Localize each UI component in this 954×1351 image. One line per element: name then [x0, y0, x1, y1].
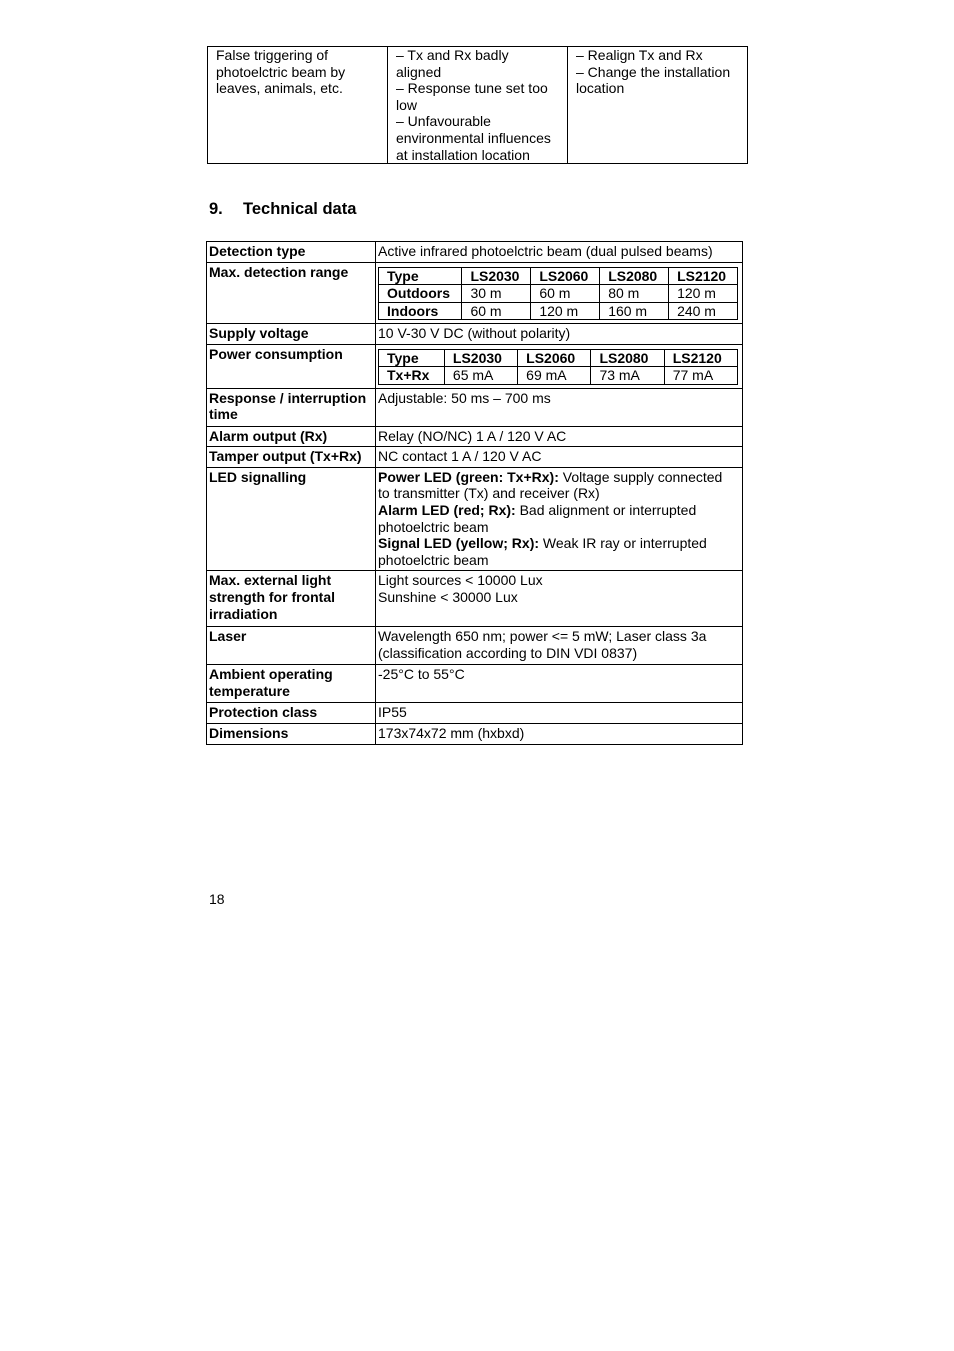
table-row	[207, 571, 743, 627]
cause-line: aligned	[396, 63, 442, 80]
subtable-cell: LS2120	[669, 267, 738, 285]
spec-label: Detection type	[207, 242, 376, 263]
remedy-line: location	[576, 80, 625, 97]
led-signal-line	[378, 535, 740, 552]
power-subtable	[378, 349, 738, 385]
subtable-cell: 77 mA	[664, 367, 737, 385]
led-power-line-2: to transmitter (Tx) and receiver (Rx)	[378, 485, 600, 502]
table-row	[207, 627, 743, 665]
led-signal-text: Weak IR ray or interrupted	[539, 535, 707, 552]
cause-line: low	[396, 96, 418, 113]
spec-value	[376, 344, 743, 388]
led-power-title: Power LED (green: Tx+Rx):	[378, 468, 559, 485]
subtable-cell: Outdoors	[379, 285, 462, 303]
label-line: Response / interruption	[209, 389, 367, 406]
subtable-cell: LS2080	[600, 267, 669, 285]
section-title: Technical data	[243, 200, 357, 218]
led-signal-line-2: photoelctric beam	[378, 551, 489, 568]
led-alarm-line	[378, 502, 740, 519]
spec-label	[207, 571, 376, 627]
led-alarm-text: Bad alignment or interrupted	[515, 502, 697, 519]
cause-line: – Unfavourable	[396, 113, 491, 130]
subtable-row	[379, 285, 738, 303]
subtable-cell: Indoors	[379, 302, 462, 320]
subtable-cell: Type	[379, 267, 462, 285]
subtable-cell: Tx+Rx	[379, 367, 445, 385]
troubleshooting-table	[207, 46, 748, 164]
spec-label: LED signalling	[207, 467, 376, 571]
label-line: Max. external light	[209, 572, 332, 589]
spec-value: -25°C to 55°C	[376, 665, 743, 703]
remedy-cell	[568, 47, 748, 164]
table-row	[207, 703, 743, 724]
table-row	[207, 665, 743, 703]
table-row	[207, 426, 743, 447]
led-power-line	[378, 469, 740, 486]
subtable-cell: 69 mA	[518, 367, 591, 385]
spec-value	[376, 467, 743, 571]
spec-label: Power consumption	[207, 344, 376, 388]
label-line: temperature	[209, 683, 290, 700]
range-subtable	[378, 267, 738, 321]
subtable-cell: 60 m	[531, 285, 600, 303]
subtable-cell: LS2120	[664, 349, 737, 367]
page-number: 18	[209, 891, 225, 907]
spec-value: Active infrared photoelctric beam (dual pulsed beams)	[376, 242, 743, 263]
spec-value: IP55	[376, 703, 743, 724]
spec-label: Laser	[207, 627, 376, 665]
subtable-row	[379, 267, 738, 285]
problem-line: False triggering of	[216, 47, 329, 63]
spec-label: Supply voltage	[207, 324, 376, 345]
problem-line: photoelctric beam by	[216, 63, 346, 80]
value-line: Wavelength 650 nm; power <= 5 mW; Laser class 3a	[378, 628, 707, 645]
table-row	[207, 467, 743, 571]
spec-value: NC contact 1 A / 120 V AC	[376, 447, 743, 468]
subtable-cell: Type	[379, 349, 445, 367]
cause-line: – Response tune set too	[396, 80, 548, 97]
table-row	[207, 447, 743, 468]
cause-line: – Tx and Rx badly	[396, 47, 509, 63]
spec-label	[207, 388, 376, 426]
cause-cell	[388, 47, 568, 164]
label-line: strength for frontal	[209, 589, 335, 606]
technical-data-table	[206, 241, 743, 745]
subtable-row	[379, 302, 738, 320]
spec-value: Adjustable: 50 ms – 700 ms	[376, 388, 743, 426]
table-row	[208, 47, 748, 164]
spec-label	[207, 665, 376, 703]
subtable-cell: LS2030	[444, 349, 517, 367]
spec-value: 10 V-30 V DC (without polarity)	[376, 324, 743, 345]
subtable-cell: 30 m	[462, 285, 531, 303]
spec-value	[376, 262, 743, 324]
table-row	[207, 262, 743, 324]
spec-value	[376, 627, 743, 665]
spec-value	[376, 571, 743, 627]
subtable-cell: 120 m	[669, 285, 738, 303]
led-power-text: Voltage supply connected	[558, 468, 723, 485]
led-alarm-line-2: photoelctric beam	[378, 518, 489, 535]
subtable-cell: 80 m	[600, 285, 669, 303]
spec-label: Protection class	[207, 703, 376, 724]
subtable-cell: 73 mA	[591, 367, 664, 385]
label-line: time	[209, 406, 238, 423]
spec-label: Dimensions	[207, 724, 376, 745]
subtable-cell: LS2060	[518, 349, 591, 367]
section-number: 9.	[209, 200, 223, 218]
subtable-cell: 160 m	[600, 302, 669, 320]
value-line: Sunshine < 30000 Lux	[378, 589, 518, 606]
subtable-cell: 240 m	[669, 302, 738, 320]
value-line: Light sources < 10000 Lux	[378, 572, 543, 589]
value-line: (classification according to DIN VDI 0837)	[378, 645, 638, 662]
table-row	[207, 344, 743, 388]
led-alarm-title: Alarm LED (red; Rx):	[378, 502, 516, 519]
subtable-cell: LS2060	[531, 267, 600, 285]
cause-line: environmental influences	[396, 129, 551, 146]
subtable-cell: LS2030	[462, 267, 531, 285]
subtable-row	[379, 349, 738, 367]
problem-cell	[208, 47, 388, 164]
table-row	[207, 324, 743, 345]
section-heading	[209, 199, 356, 219]
table-row	[207, 724, 743, 745]
label-line: irradiation	[209, 605, 278, 622]
spec-label: Tamper output (Tx+Rx)	[207, 447, 376, 468]
remedy-line: – Change the installation	[576, 63, 731, 80]
spec-value: 173x74x72 mm (hxbxd)	[376, 724, 743, 745]
remedy-line: – Realign Tx and Rx	[576, 47, 703, 63]
subtable-cell: LS2080	[591, 349, 664, 367]
subtable-cell: 60 m	[462, 302, 531, 320]
cause-line: at installation location	[396, 146, 530, 163]
subtable-cell: 65 mA	[444, 367, 517, 385]
table-row	[207, 388, 743, 426]
label-line: Ambient operating	[209, 666, 333, 683]
table-row	[207, 242, 743, 263]
spec-value: Relay (NO/NC) 1 A / 120 V AC	[376, 426, 743, 447]
problem-line: leaves, animals, etc.	[216, 80, 343, 97]
subtable-row	[379, 367, 738, 385]
spec-label: Max. detection range	[207, 262, 376, 324]
subtable-cell: 120 m	[531, 302, 600, 320]
spec-label: Alarm output (Rx)	[207, 426, 376, 447]
led-signal-title: Signal LED (yellow; Rx):	[378, 535, 540, 552]
